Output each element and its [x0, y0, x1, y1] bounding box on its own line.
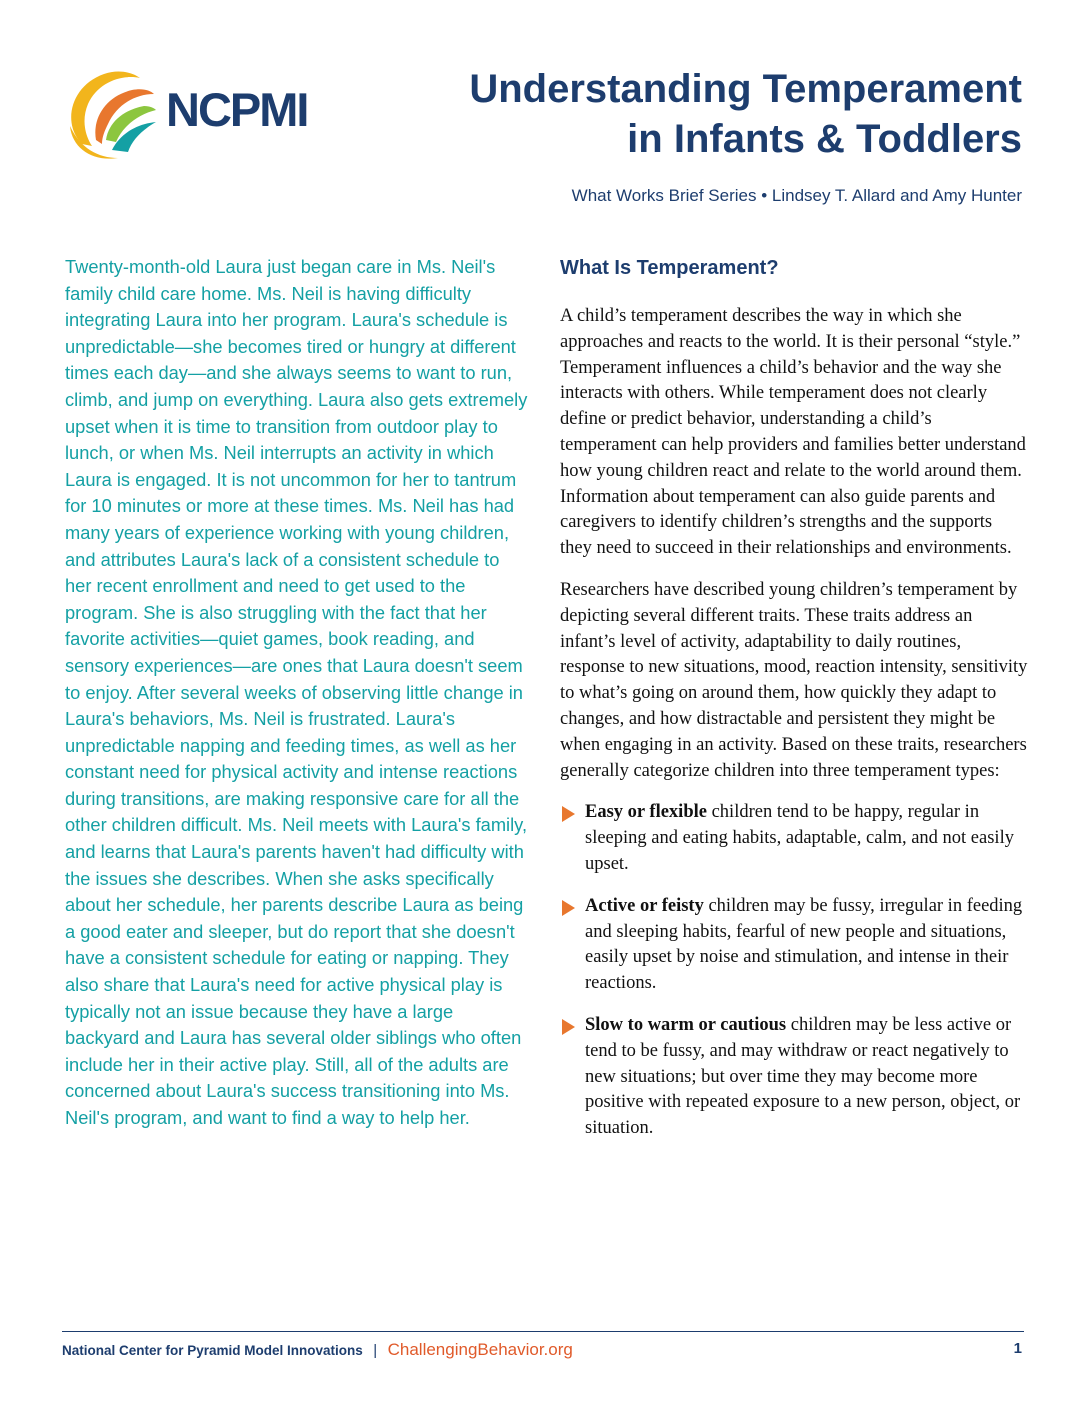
- page-subtitle: What Works Brief Series • Lindsey T. Allard and Amy Hunter: [571, 186, 1022, 205]
- orange-arrow-icon: [562, 1019, 575, 1035]
- page-number: 1: [1013, 1340, 1022, 1357]
- orange-arrow-icon: [562, 900, 575, 916]
- title-line-1: Understanding Temperament: [469, 67, 1022, 111]
- list-item: [560, 1013, 1028, 1142]
- list-item-term: Slow to warm or cautious: [585, 1014, 787, 1035]
- title-block: [469, 64, 1022, 206]
- footer-org-name: National Center for Pyramid Model Innovations: [62, 1343, 363, 1358]
- list-item-term: Active or feisty: [585, 895, 704, 916]
- body-paragraph-1: A child’s temperament describes the way in which she approaches and reacts to the world. It is their personal “style.” Temperament influences a child’s behavior and the way she interacts with others. While temperament does not clearly define or predict behavior, understanding a child’s temperament can help providers and families better understand how young children react and relate to the world around them. Information about temperament can also guide parents and caregivers to identify children’s strengths and the supports they need to succeed in their relationships and environments.: [560, 306, 1026, 559]
- temperament-types-list: [560, 800, 1028, 1142]
- ncpmi-logo: [62, 66, 307, 162]
- vignette-column: [65, 254, 530, 1132]
- logo-text: NCPMI: [166, 83, 308, 136]
- footer-separator: |: [373, 1342, 378, 1359]
- footer: [62, 1340, 1024, 1364]
- vignette-paragraph: Twenty-month-old Laura just began care in Ms. Neil's family child care home. Ms. Neil is having difficulty integrating Laura into her program. Laura's schedule is unpredictable—she becomes tired or hungry at different times each day—and she always seems to want to run, climb, and jump on everything. Laura also gets extremely upset when it is time to transition from outdoor play to lunch, or when Ms. Neil interrupts an activity in which Laura is engaged. It is not uncommon for her to tantrum for 10 minutes or more at these times. Ms. Neil has had many years of experience working with young children, and attributes Laura's lack of a consistent schedule to her recent enrollment and need to get used to the program. She is also struggling with the fact that her favorite activities—quiet games, book reading, and sensory experiences—are ones that Laura doesn't seem to enjoy. After several weeks of observing little change in Laura's behaviors, Ms. Neil is frustrated. Laura's unpredictable napping and feeding times, as well as her constant need for physical activity and intense reactions during transitions, are making responsive care for all the other children difficult. Ms. Neil meets with Laura's family, and learns that Laura's parents haven't had difficulty with the issues she describes. When she asks specifically about her schedule, her parents describe Laura as being a good eater and sleeper, but do report that she doesn't have a consistent schedule for eating or napping. They also share that Laura's need for active physical play is typically not an issue because they have a large backyard and Laura has several older siblings who often include her in their active play. Still, all of the adults are concerned about Laura's success transitioning into Ms. Neil's program, and want to find a way to help her.: [65, 256, 528, 1128]
- list-item: [560, 894, 1028, 997]
- list-item: [560, 800, 1028, 877]
- list-item-text: children may be less active or tend to be fussy, and may withdraw or react negatively to new situations; but over time they may become more positive with repeated exposure to a new person, object, or situation.: [585, 1014, 1021, 1139]
- list-item-term: Easy or flexible: [585, 802, 707, 823]
- list-item-text: children may be fussy, irregular in feeding and sleeping habits, fearful of new people and situations, easily upset by noise and stimulation, and intense in their reactions.: [585, 895, 1023, 994]
- footer-divider: [62, 1331, 1024, 1332]
- orange-arrow-icon: [562, 806, 575, 822]
- title-line-2: in Infants & Toddlers: [627, 117, 1022, 161]
- footer-website-link[interactable]: ChallengingBehavior.org: [387, 1340, 573, 1359]
- list-item-text: children tend to be happy, regular in sleeping and eating habits, adaptable, calm, and not easily upset.: [585, 802, 1014, 874]
- main-column: [560, 254, 1028, 1158]
- body-paragraph-2: Researchers have described young children’s temperament by depicting several different traits. These traits address an infant’s level of activity, adaptability to daily routines, response to new situations, mood, reaction intensity, sensitivity to what’s going on around them, how quickly they adapt to changes, and how distractable and persistent they might be when engaging in an activity. Based on these traits, researchers generally categorize children into three temperament types:: [560, 579, 1028, 781]
- section-heading: What Is Temperament?: [560, 257, 779, 279]
- logo-swirl-icon: [62, 66, 162, 162]
- page-title: [469, 64, 1022, 164]
